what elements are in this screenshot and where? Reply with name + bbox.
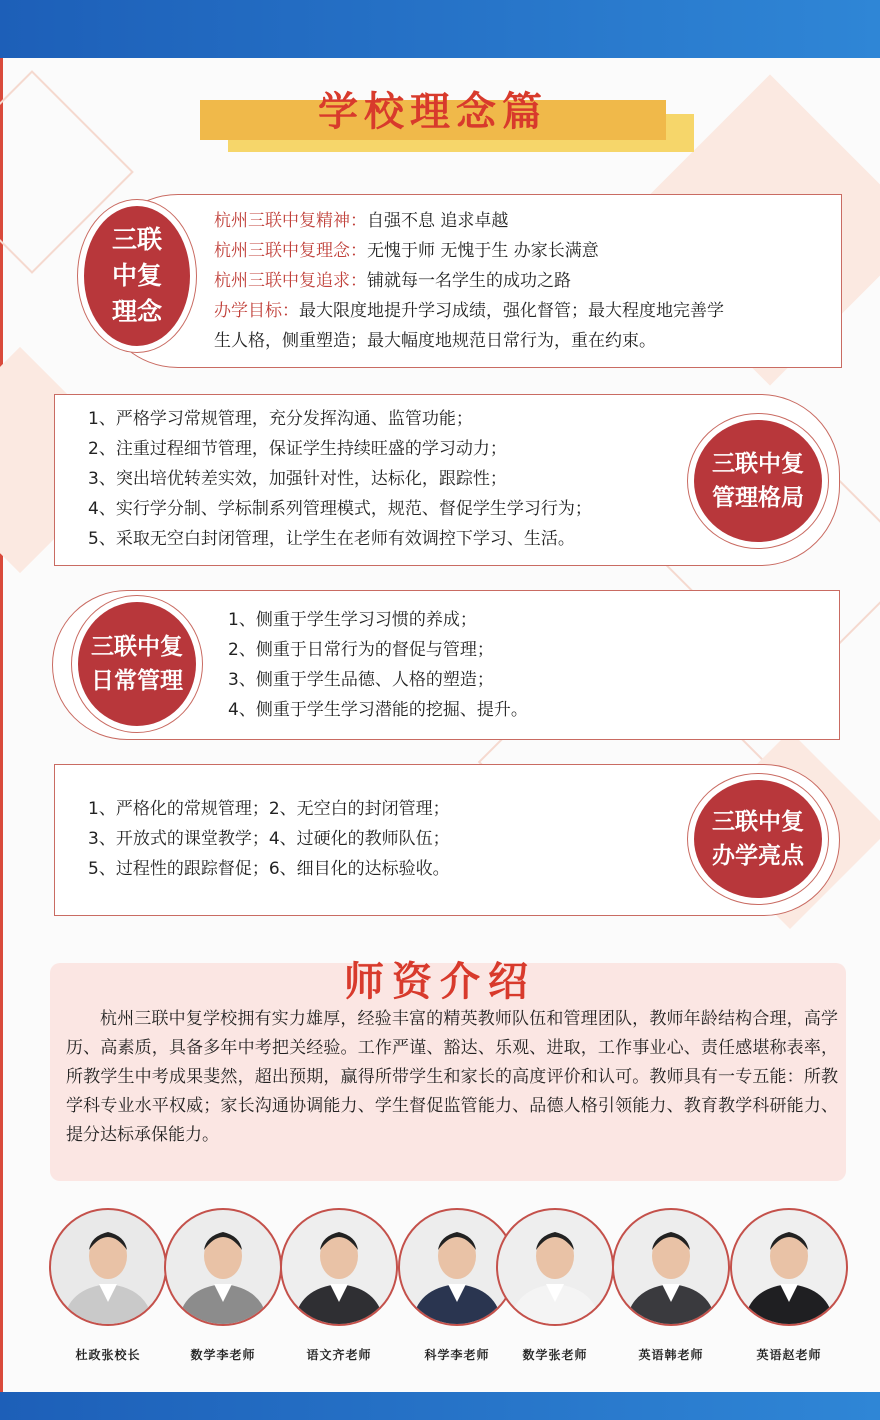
teacher-name: 科学李老师 — [424, 1348, 490, 1362]
teacher-name: 数学张老师 — [522, 1348, 588, 1362]
highlights-item: 3、开放式的课堂教学；4、过硬化的教师队伍； — [88, 829, 450, 849]
teacher-name: 英语韩老师 — [638, 1348, 704, 1362]
page-title: 学校理念篇 — [318, 88, 548, 135]
teacher-card — [278, 1208, 400, 1363]
faculty-title: 师资介绍 — [344, 958, 536, 1005]
item-text: 自强不息 追求卓越 — [367, 211, 509, 231]
management-item: 5、采取无空白封闭管理，让学生在老师有效调控下学习、生活。 — [88, 529, 575, 549]
teacher-name: 杜政张校长 — [75, 1348, 141, 1362]
badge-line: 三联 — [111, 225, 162, 254]
teacher-name: 数学李老师 — [190, 1348, 256, 1362]
teacher-photo — [496, 1208, 614, 1326]
item-text: 铺就每一名学生的成功之路 — [367, 271, 571, 291]
section-title — [200, 88, 700, 160]
badge-line: 三联中复 — [712, 809, 804, 835]
badge-line: 办学亮点 — [712, 843, 804, 869]
highlights-badge — [694, 780, 822, 898]
philosophy-continuation: 生人格，侧重塑造；最大幅度地规范日常行为，重在约束。 — [214, 331, 656, 351]
daily-item: 4、侧重于学生学习潜能的挖掘、提升。 — [228, 700, 528, 720]
badge-line: 三联中复 — [712, 451, 804, 477]
teacher-photo — [164, 1208, 282, 1326]
management-badge — [694, 420, 822, 542]
item-label: 杭州三联中复精神： — [214, 211, 367, 231]
teacher-photo — [612, 1208, 730, 1326]
badge-line: 管理格局 — [712, 485, 804, 511]
badge-line: 三联中复 — [91, 634, 183, 660]
philosophy-item — [214, 270, 571, 292]
teacher-card — [47, 1208, 169, 1363]
left-red-strip — [0, 58, 3, 1392]
management-item: 3、突出培优转差实效，加强针对性，达标化，跟踪性； — [88, 469, 507, 489]
item-label: 办学目标： — [214, 301, 299, 321]
teacher-photo — [730, 1208, 848, 1326]
faculty-description: 杭州三联中复学校拥有实力雄厚，经验丰富的精英教师队伍和管理团队，教师年龄结构合理，高学历、高素质，具备多年中考把关经验。工作严谨、豁达、乐观、进取，工作事业心、责任感堪称表率，所教学生中考成果斐然，超出预期，赢得所带学生和家长的高度评价和认可。教师具有一专五能：所教学科专业水平权威；家长沟通协调能力、学生督促监管能力、品德人格引领能力、教育教学科研能力、提分达标承保能力。 — [66, 1009, 838, 1145]
philosophy-badge — [84, 206, 190, 346]
highlights-item: 5、过程性的跟踪督促；6、细目化的达标验收。 — [88, 859, 450, 879]
daily-item: 3、侧重于学生品德、人格的塑造； — [228, 670, 494, 690]
philosophy-item — [214, 240, 599, 262]
item-text: 最大限度地提升学习成绩，强化督管；最大程度地完善学 — [299, 301, 724, 321]
item-text: 无愧于师 无愧于生 办家长满意 — [367, 241, 599, 261]
teacher-photo — [49, 1208, 167, 1326]
daily-badge — [78, 602, 196, 726]
teacher-card — [610, 1208, 732, 1363]
management-item: 4、实行学分制、学标制系列管理模式，规范、督促学生学习行为； — [88, 499, 592, 519]
management-item: 2、注重过程细节管理，保证学生持续旺盛的学习动力； — [88, 439, 507, 459]
daily-item: 1、侧重于学生学习习惯的养成； — [228, 610, 477, 630]
teacher-card — [728, 1208, 850, 1363]
top-blue-band — [0, 0, 880, 58]
badge-line: 日常管理 — [91, 668, 183, 694]
teacher-card — [494, 1208, 616, 1363]
management-item: 1、严格学习常规管理，充分发挥沟通、监管功能； — [88, 409, 473, 429]
badge-line: 中复 — [111, 261, 162, 290]
badge-line: 理念 — [111, 297, 162, 326]
daily-item: 2、侧重于日常行为的督促与管理； — [228, 640, 494, 660]
item-label: 杭州三联中复追求： — [214, 271, 367, 291]
philosophy-item — [214, 300, 724, 322]
philosophy-item — [214, 210, 508, 232]
teacher-name: 英语赵老师 — [756, 1348, 822, 1362]
item-label: 杭州三联中复理念： — [214, 241, 367, 261]
bottom-blue-band — [0, 1392, 880, 1420]
teacher-card — [162, 1208, 284, 1363]
highlights-item: 1、严格化的常规管理；2、无空白的封闭管理； — [88, 799, 450, 819]
teacher-photo — [280, 1208, 398, 1326]
teacher-name: 语文齐老师 — [306, 1348, 372, 1362]
